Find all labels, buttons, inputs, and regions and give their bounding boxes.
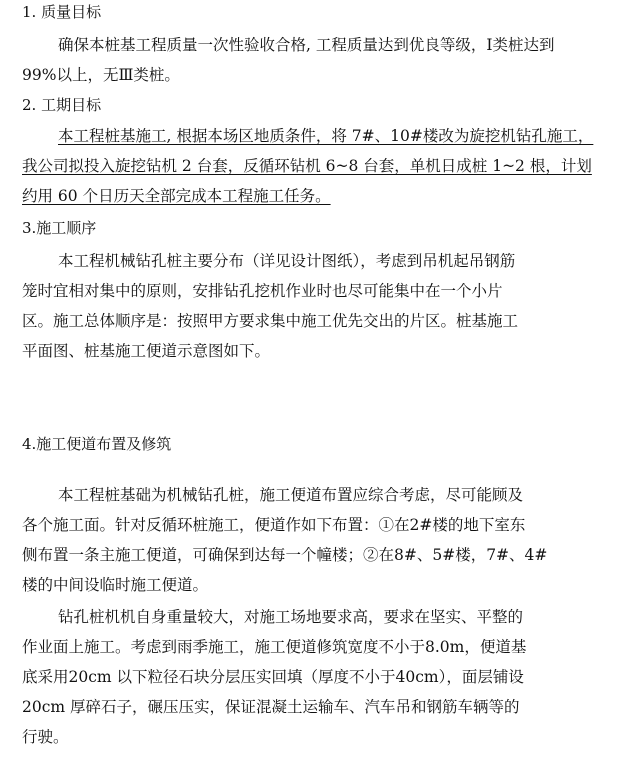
section-heading-sequence: 3.施工顺序 xyxy=(22,219,97,237)
text-line: 笼时宜相对集中的原则，安排钻孔挖机作业时也尽可能集中在一个小片 xyxy=(22,282,503,300)
section-heading-road: 4.施工便道布置及修筑 xyxy=(22,435,172,453)
section-body-quality xyxy=(22,30,584,90)
section-body-road-1 xyxy=(22,480,584,600)
section-body-road-2 xyxy=(22,602,584,752)
text-line: 本工程桩基础为机械钻孔桩，施工便道布置应综合考虑，尽可能顾及 xyxy=(58,486,524,504)
underlined-text: 我公司拟投入旋挖钻机 2 台套，反循环钻机 6~8 台套，单机日成桩 1~2 根，计划 xyxy=(22,157,592,175)
text-line xyxy=(22,121,594,151)
text-line: 本工程机械钻孔桩主要分布（详见设计图纸），考虑到吊机起吊钢筋 xyxy=(58,252,516,270)
text-line: 确保本桩基工程质量一次性验收合格, 工程质量达到优良等级，Ⅰ类桩达到 xyxy=(58,36,555,54)
text-line xyxy=(22,151,592,181)
section-body-schedule xyxy=(22,121,594,211)
text-line xyxy=(22,181,584,211)
text-line: 区。施工总体顺序是：按照甲方要求集中施工优先交出的片区。桩基施工 xyxy=(22,312,519,330)
text-line: 99%以上，无Ⅲ类桩。 xyxy=(22,66,180,84)
text-line: 底采用20cm 以下粒径石块分层压实回填（厚度不小于40cm），面层铺设 xyxy=(22,668,524,686)
text-line: 20cm 厚碎石子，碾压压实，保证混凝土运输车、汽车吊和钢筋车辆等的 xyxy=(22,698,520,716)
text-line: 各个施工面。针对反循环桩施工，便道作如下布置：①在2#楼的地下室东 xyxy=(22,516,526,534)
text-line: 行驶。 xyxy=(22,728,69,746)
text-line: 作业面上施工。考虑到雨季施工，施工便道修筑宽度不小于8.0m，便道基 xyxy=(22,638,527,656)
underlined-text: 约用 60 个日历天全部完成本工程施工任务。 xyxy=(22,187,331,205)
underlined-text: 本工程桩基施工, 根据本场区地质条件，将 7#、10#楼改为旋挖机钻孔施工， xyxy=(58,127,594,145)
text-line: 楼的中间设临时施工便道。 xyxy=(22,576,209,594)
section-heading-quality: 1. 质量目标 xyxy=(22,3,102,21)
text-line: 侧布置一条主施工便道，可确保到达每一个幢楼；②在8#、5#楼，7#、4# xyxy=(22,546,548,564)
section-heading-schedule: 2. 工期目标 xyxy=(22,96,102,114)
text-line: 钻孔桩机机自身重量较大，对施工场地要求高，要求在坚实、平整的 xyxy=(58,608,524,626)
section-body-sequence xyxy=(22,246,584,366)
text-line: 平面图、桩基施工便道示意图如下。 xyxy=(22,342,271,360)
